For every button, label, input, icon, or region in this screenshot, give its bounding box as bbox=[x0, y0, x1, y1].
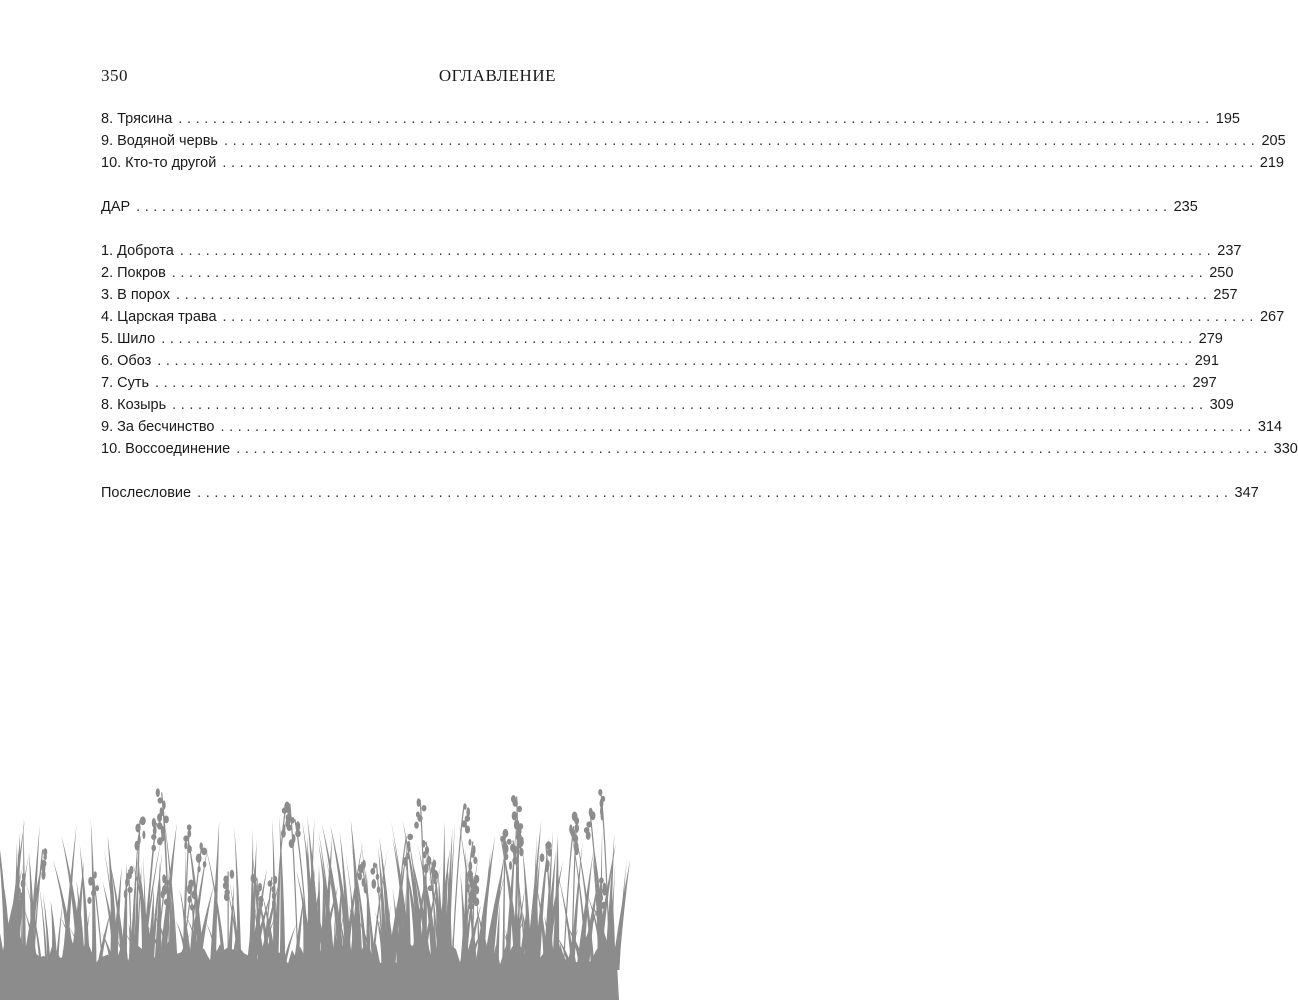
dot-leader: ........................................................................................................................ bbox=[197, 485, 1233, 501]
toc-entry bbox=[101, 328, 1223, 350]
toc-group bbox=[101, 196, 1198, 218]
grass-silhouette-illustration bbox=[0, 790, 619, 1000]
toc-entry bbox=[101, 350, 1219, 372]
toc-entry bbox=[101, 482, 1259, 504]
toc-entry-title: 2. Покров bbox=[101, 265, 166, 281]
toc-entry bbox=[101, 240, 1242, 262]
toc-entry bbox=[101, 262, 1234, 284]
toc-entry-title: 6. Обоз bbox=[101, 353, 152, 369]
toc-entry-title: ДАР bbox=[101, 199, 131, 215]
toc-entry bbox=[101, 306, 1285, 328]
toc-entry-page-number: 309 bbox=[1209, 397, 1234, 413]
toc-entry-title: 10. Воссоединение bbox=[101, 441, 231, 457]
toc-entry bbox=[101, 372, 1217, 394]
dot-leader: ........................................................................................................................ bbox=[224, 133, 1260, 149]
dot-leader: ........................................................................................................................ bbox=[136, 199, 1172, 215]
page-number: 350 bbox=[101, 66, 128, 85]
toc-entry-title: 10. Кто-то другой bbox=[101, 155, 217, 171]
toc-entry-page-number: 297 bbox=[1192, 375, 1217, 391]
dot-leader: ........................................................................................................................ bbox=[178, 111, 1214, 127]
toc-entry-title: 5. Шило bbox=[101, 331, 156, 347]
toc-entry-page-number: 267 bbox=[1259, 309, 1285, 325]
toc-entry-page-number: 235 bbox=[1173, 199, 1198, 215]
toc-entry bbox=[101, 152, 1284, 174]
dot-leader: ........................................................................................................................ bbox=[161, 331, 1197, 347]
toc-entry-page-number: 250 bbox=[1209, 265, 1234, 281]
toc-entry-title: 8. Козырь bbox=[101, 397, 167, 413]
toc-entry-title: 8. Трясина bbox=[101, 111, 173, 127]
toc-entry-page-number: 314 bbox=[1257, 419, 1283, 435]
dot-leader: ........................................................................................................................ bbox=[157, 353, 1193, 369]
dot-leader: ........................................................................................................................ bbox=[220, 419, 1256, 435]
dot-leader: ........................................................................................................................ bbox=[222, 309, 1258, 325]
running-head bbox=[101, 66, 556, 86]
toc-entry-page-number: 330 bbox=[1273, 441, 1298, 457]
toc-entry-page-number: 347 bbox=[1234, 485, 1259, 501]
toc-entry-page-number: 291 bbox=[1194, 353, 1219, 369]
dot-leader: ........................................................................................................................ bbox=[172, 397, 1208, 413]
toc-group bbox=[101, 240, 1298, 460]
toc-entry-title: Послесловие bbox=[101, 485, 192, 501]
toc-entry-page-number: 219 bbox=[1259, 155, 1284, 171]
dot-leader: ........................................................................................................................ bbox=[171, 265, 1208, 281]
toc-entry bbox=[101, 394, 1234, 416]
toc-entry-page-number: 237 bbox=[1217, 243, 1242, 259]
dot-leader: ........................................................................................................................ bbox=[175, 287, 1212, 303]
toc-entry-title: 1. Доброта bbox=[101, 243, 174, 259]
toc-group bbox=[101, 108, 1286, 174]
toc-entry-title: 3. В порох bbox=[101, 287, 170, 303]
dot-leader: ........................................................................................................................ bbox=[222, 155, 1258, 171]
toc-entry bbox=[101, 196, 1198, 218]
toc-entry-page-number: 205 bbox=[1261, 133, 1286, 149]
dot-leader: ........................................................................................................................ bbox=[179, 243, 1216, 259]
toc-entry bbox=[101, 284, 1238, 306]
toc-entry-title: 9. За бесчинство bbox=[101, 419, 215, 435]
dot-leader: ........................................................................................................................ bbox=[236, 441, 1272, 457]
toc-entry bbox=[101, 130, 1286, 152]
toc-entry-title: 7. Суть bbox=[101, 375, 150, 391]
toc-entry-page-number: 195 bbox=[1215, 111, 1240, 127]
toc-entry-title: 9. Водяной червь bbox=[101, 133, 218, 149]
toc-group bbox=[101, 482, 1259, 504]
section-title: ОГЛАВЛЕНИЕ bbox=[438, 66, 556, 85]
toc-entry-title: 4. Царская трава bbox=[101, 309, 217, 325]
dot-leader: ........................................................................................................................ bbox=[155, 375, 1191, 391]
toc-entry-page-number: 257 bbox=[1213, 287, 1238, 303]
toc-entry bbox=[101, 416, 1283, 438]
toc-entry bbox=[101, 108, 1240, 130]
toc-entry bbox=[101, 438, 1298, 460]
toc-entry-page-number: 279 bbox=[1198, 331, 1223, 347]
table-of-contents bbox=[101, 108, 1298, 526]
